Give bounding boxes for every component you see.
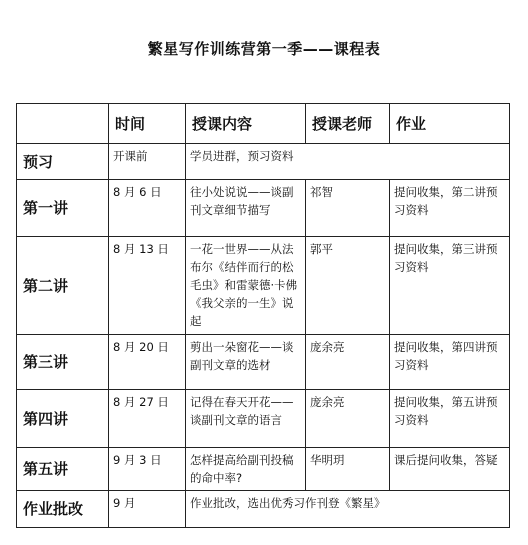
table-header-row — [17, 104, 510, 144]
cell-homework: 提问收集，第二讲预习资料 — [390, 180, 510, 237]
cell-content: 学员进群，预习资料 — [186, 144, 510, 180]
cell-time: 8 月 27 日 — [109, 390, 186, 448]
header-cell-content: 授课内容 — [186, 104, 306, 144]
cell-time: 8 月 13 日 — [109, 237, 186, 335]
cell-time: 8 月 20 日 — [109, 335, 186, 390]
row-label: 第二讲 — [17, 237, 109, 335]
cell-content: 往小处说说——谈副刊文章细节描写 — [186, 180, 306, 237]
cell-content: 怎样提高给副刊投稿的命中率? — [186, 448, 306, 491]
cell-content: 记得在春天开花——谈副刊文章的语言 — [186, 390, 306, 448]
row-label: 第四讲 — [17, 390, 109, 448]
table-row — [17, 237, 510, 335]
table-row — [17, 335, 510, 390]
header-cell-homework: 作业 — [390, 104, 510, 144]
cell-teacher: 华明玥 — [306, 448, 390, 491]
cell-teacher: 祁智 — [306, 180, 390, 237]
row-label: 第五讲 — [17, 448, 109, 491]
row-label: 第一讲 — [17, 180, 109, 237]
header-cell-empty — [17, 104, 109, 144]
cell-content: 作业批改，选出优秀习作刊登《繁星》 — [186, 491, 510, 528]
table-row — [17, 144, 510, 180]
cell-homework: 提问收集，第四讲预习资料 — [390, 335, 510, 390]
row-label: 第三讲 — [17, 335, 109, 390]
cell-content: 剪出一朵窗花——谈副刊文章的选材 — [186, 335, 306, 390]
cell-homework: 提问收集，第五讲预习资料 — [390, 390, 510, 448]
row-label: 预习 — [17, 144, 109, 180]
cell-homework: 课后提问收集，答疑 — [390, 448, 510, 491]
header-cell-time: 时间 — [109, 104, 186, 144]
document-title: 繁星写作训练营第一季——课程表 — [147, 40, 381, 58]
row-label: 作业批改 — [17, 491, 109, 528]
cell-time: 8 月 6 日 — [109, 180, 186, 237]
cell-content: 一花一世界——从法布尔《结伴而行的松毛虫》和雷蒙德·卡佛《我父亲的一生》说起 — [186, 237, 306, 335]
table-row — [17, 491, 510, 528]
cell-teacher: 郭平 — [306, 237, 390, 335]
cell-time: 9 月 — [109, 491, 186, 528]
cell-time: 9 月 3 日 — [109, 448, 186, 491]
table-row — [17, 180, 510, 237]
cell-homework: 提问收集，第三讲预习资料 — [390, 237, 510, 335]
table-row — [17, 448, 510, 491]
header-cell-teacher: 授课老师 — [306, 104, 390, 144]
schedule-table — [16, 103, 510, 528]
cell-teacher: 庞余亮 — [306, 390, 390, 448]
table-row — [17, 390, 510, 448]
cell-time: 开课前 — [109, 144, 186, 180]
cell-teacher: 庞余亮 — [306, 335, 390, 390]
